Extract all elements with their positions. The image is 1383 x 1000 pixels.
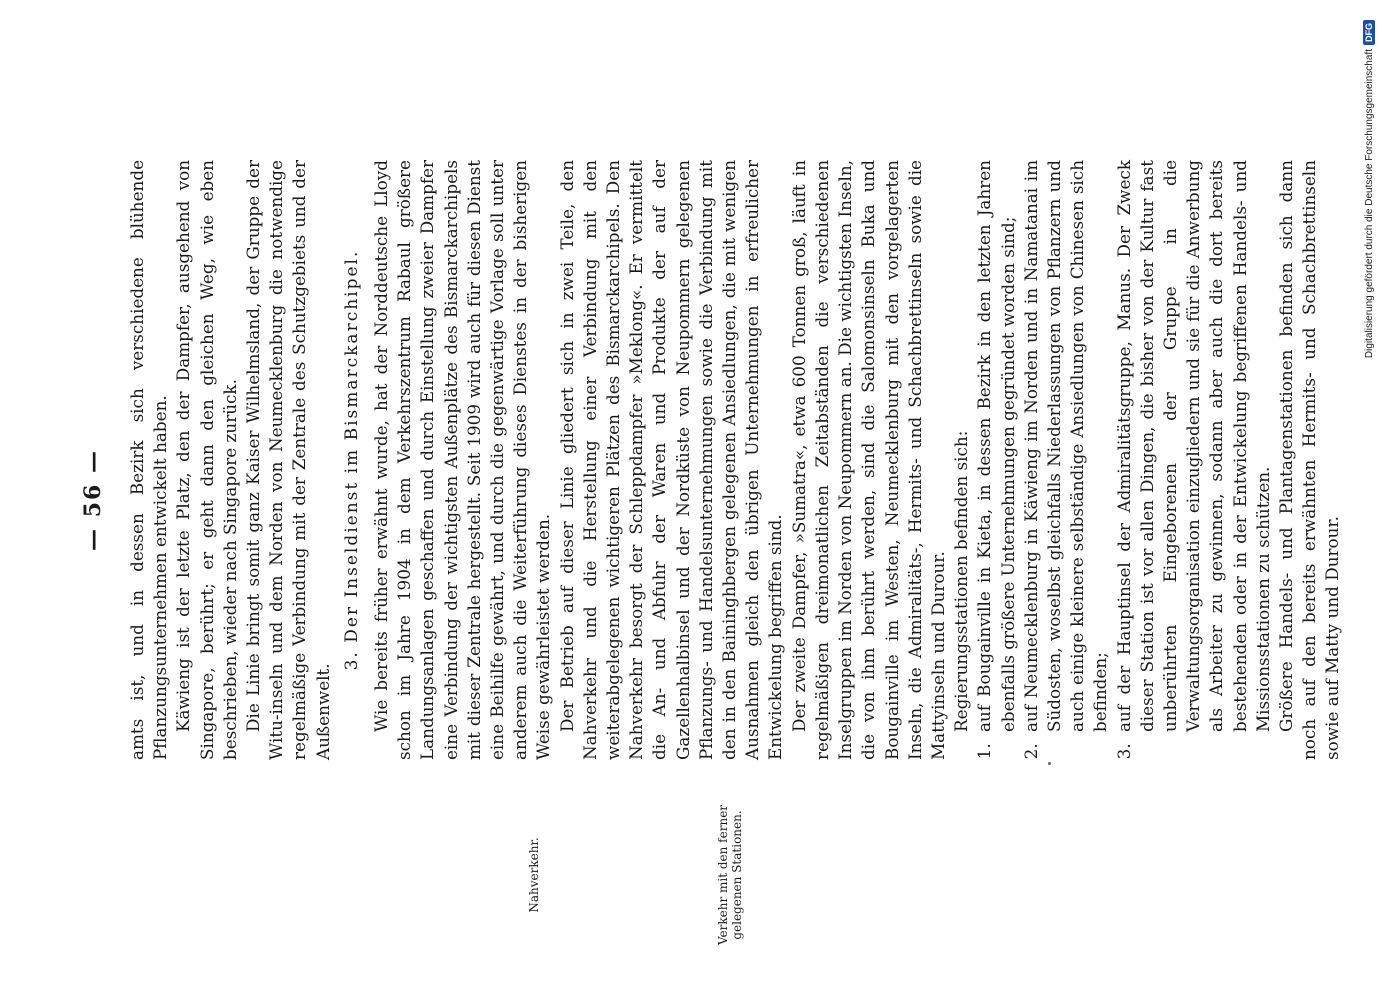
paragraph-handelsstationen: Größere Handels- und Plantagenstationen befinden sich dann noch auf den bereits erwähnten Hermits- und Schachbrettinseln sowie auf Matty und Durour. — [1275, 160, 1343, 760]
margin-note-nahverkehr: Nahverkehr. — [527, 837, 541, 913]
list-item: 3. auf der Hauptinsel der Admiralitätsgruppe, Manus. Der Zweck dieser Station ist vor allen Dingen, die bisher von der Kultur fast unberührten Eingeborenen der Gruppe in die Verwaltungsorganisation einzugliedern und sie für die Anwerbung als Arbeiter zu gewinnen, sodann aber auch die dort bereits bestehenden oder in der Entwickelung begriffenen Handels- und Missionsstationen zu schützen. — [1113, 160, 1275, 738]
paragraph-regierungsstationen: Regierungsstationen befinden sich: — [951, 430, 972, 732]
section-heading: 3. Der Inseldienst im Bismarckarchipel. — [341, 249, 362, 671]
paragraph-lloyd: Wie bereits früher erwähnt wurde, hat der Norddeutsche Lloyd schon im Jahre 1904 in dem Verkehrszentrum Rabaul größere Landungsanlagen geschaffen und durch Einstellung zweier Dampfer eine Verbindung der wichtigsten Außenplätze des Bismarckarchipels mit dieser Zentrale hergestellt. Seit 1909 wird auch für diesen Dienst eine Beihilfe gewährt, und durch die gegenwärtige Vorlage soll unter anderem auch die Weiterführung dieses Dienstes in der bisherigen Weise gewährleistet werden. — [371, 160, 554, 760]
body-text — [126, 160, 1345, 760]
credit-text: Digitalisierung gefördert durch die Deutsche Forschungsgemeinschaft — [1364, 49, 1375, 359]
list-item: 2. auf Neumecklenburg in Käwieng im Norden und in Namatanai im Südosten, woselbst gleichfalls Niederlassungen von Pflanzern und auch einige kleinere selbständige Ansiedlungen von Chinesen sich befinden; — [1020, 160, 1113, 738]
paragraph-kaewieng: Käwieng ist der letzte Platz, den der Dampfer, ausgehend von Singapore, berührt; er geht dann den gleichen Weg, wie eben beschrieben, wieder nach Singapore zurück. — [173, 160, 240, 760]
dfg-logo: DFG — [1363, 20, 1375, 45]
paragraph-continuation: amts ist, und in dessen Bezirk sich verschiedene blühende Pflanzungsunternehmen entwickelt haben. — [127, 160, 171, 760]
list-item: 1. auf Bougainville in Kieta, in dessen Bezirk in den letzten Jahren ebenfalls größere Unternehmungen gegründet worden sind; — [973, 160, 1019, 738]
margin-note-fernverkehr: Verkehr mit den ferner gelegenen Stationen. — [716, 804, 744, 946]
paragraph-linie: Die Linie bringt somit ganz Kaiser Wilhelmsland, der Gruppe der Witu-inseln und dem Norden von Neumecklenburg die notwendige regelmäßige Verbindung mit der Zentrale des Schutzgebiets und der Außenwelt. — [243, 160, 333, 760]
paragraph-sumatra: Der zweite Dampfer, »Sumatra«, etwa 600 Tonnen groß, läuft in regelmäßigen dreimonatlichen Zeitabständen die verschiedenen Inselgruppen im Norden von Neupommern an. Die wichtigsten Inseln, die von ihm berührt werden, sind die Salomonsinseln Buka und Bougainville im Westen, Neumecklenburg mit den vorgelagerten Inseln, die Admiralitäts-, Hermits- und Schachbrettinseln sowie die Mattyinseln und Durour. — [788, 160, 948, 760]
scan-speck — [1048, 762, 1051, 765]
page-number: — 56 — — [80, 449, 106, 551]
stations-list — [973, 160, 1275, 760]
paragraph-betrieb: Der Betrieb auf dieser Linie gliedert sich in zwei Teile, den Nahverkehr und die Herstellung einer Verbindung mit den weiterabgelegenen wichtigeren Plätzen des Bismarckarchipels. Den Nahverkehr besorgt der Schleppdampfer »Meklong«. Er vermittelt die An- und Abfuhr der Waren und Produkte der auf der Gazellenhalbinsel und der Nordküste von Neupommern gelegenen Pflanzungs- und Handelsunternehmungen sowie die Verbindung mit den in den Baininghbergen gelegenen Ansiedlungen, die mit wenigen Ausnahmen gleich den übrigen Unternehmungen in erfreulicher Entwickelung begriffen sind. — [556, 160, 786, 760]
digitization-credit — [1363, 0, 1375, 1000]
